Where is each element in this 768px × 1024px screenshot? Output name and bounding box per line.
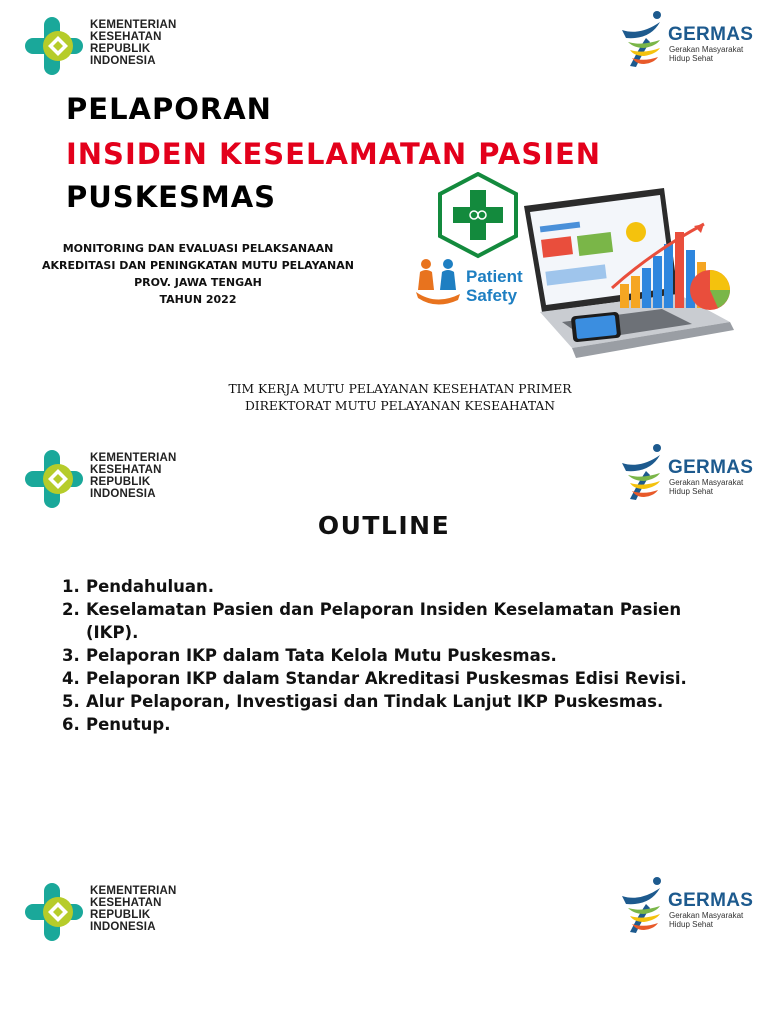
slide-outline: [0, 433, 768, 866]
germas-subtitle: [669, 912, 743, 929]
team-line: TIM KERJA MUTU PELAYANAN KESEHATAN PRIMER: [228, 382, 572, 396]
list-item-number: 1.: [62, 577, 80, 596]
germas-subtitle: [669, 46, 743, 63]
germas-title: GERMAS: [668, 890, 754, 911]
list-item: [62, 575, 722, 598]
germas-title: GERMAS: [668, 24, 754, 45]
kemenkes-line: KEMENTERIAN: [90, 885, 177, 897]
list-item-text: Pendahuluan.: [86, 577, 215, 596]
kemenkes-line: REPUBLIK: [90, 909, 151, 921]
outline-list: [62, 575, 722, 736]
team-credit: [180, 381, 620, 415]
phone-icon: [571, 312, 621, 343]
germas-subtitle-line: Gerakan Masyarakat: [669, 45, 744, 54]
germas-subtitle-line: Gerakan Masyarakat: [669, 478, 744, 487]
kemenkes-line: REPUBLIK: [90, 43, 151, 55]
subtitle-line: TAHUN 2022: [159, 293, 237, 306]
germas-subtitle-line: Hidup Sehat: [669, 919, 714, 929]
subtitle-line: MONITORING DAN EVALUASI PELAKSANAAN: [62, 242, 334, 255]
germas-title: GERMAS: [668, 457, 754, 478]
kemenkes-line: KESEHATAN: [90, 897, 162, 909]
germas-logo: [620, 10, 760, 70]
kemenkes-line: KEMENTERIAN: [90, 452, 177, 464]
illustration: [412, 172, 742, 372]
germas-figure-icon: [620, 10, 670, 70]
list-item-number: 4.: [62, 669, 80, 688]
kemenkes-logo: [22, 447, 182, 511]
patient-safety-label: [466, 267, 523, 305]
list-item-text: Pelaporan IKP dalam Tata Kelola Mutu Puskesmas.: [86, 646, 557, 665]
list-item-text: Alur Pelaporan, Investigasi dan Tindak Lanjut IKP Puskesmas.: [86, 692, 664, 711]
title-line-2: INSIDEN KESELAMATAN PASIEN: [66, 137, 602, 171]
title-line-3: PUSKESMAS: [66, 180, 277, 214]
list-item-number: 5.: [62, 692, 80, 711]
list-item-text: Penutup.: [86, 715, 171, 734]
kemenkes-line: INDONESIA: [90, 55, 156, 67]
slide-partial: [0, 866, 768, 1024]
patient-safety-icon: [416, 259, 460, 305]
list-item: [62, 644, 722, 667]
kemenkes-line: INDONESIA: [90, 921, 156, 933]
list-item: [62, 713, 722, 736]
germas-subtitle: [669, 479, 743, 496]
kemenkes-line: KESEHATAN: [90, 464, 162, 476]
list-item-text: Keselamatan Pasien dan Pelaporan Insiden Keselamatan Pasien (IKP).: [86, 600, 682, 642]
list-item-text: Pelaporan IKP dalam Standar Akreditasi Puskesmas Edisi Revisi.: [86, 669, 687, 688]
slide-title: [0, 0, 768, 433]
pie-chart-graphic: [690, 270, 730, 310]
kemenkes-line: INDONESIA: [90, 488, 156, 500]
germas-figure-icon: [620, 443, 670, 503]
list-item-number: 2.: [62, 600, 80, 619]
puskesmas-cross-icon: [440, 174, 516, 256]
germas-subtitle-line: Hidup Sehat: [669, 53, 714, 63]
list-item-number: 3.: [62, 646, 80, 665]
list-item: [62, 690, 722, 713]
patient-word: Patient: [466, 267, 523, 286]
list-item: [62, 667, 722, 690]
kemenkes-emblem-icon: [22, 880, 86, 944]
kemenkes-line: KESEHATAN: [90, 31, 162, 43]
germas-logo: [620, 443, 760, 503]
subtitle-line: PROV. JAWA TENGAH: [134, 276, 262, 289]
subtitle-line: AKREDITASI DAN PENINGKATAN MUTU PELAYANAN: [42, 259, 354, 272]
kemenkes-line: REPUBLIK: [90, 476, 151, 488]
germas-subtitle-line: Gerakan Masyarakat: [669, 911, 744, 920]
kemenkes-logo: [22, 880, 182, 944]
title-line-1: PELAPORAN: [66, 92, 272, 126]
kemenkes-line: KEMENTERIAN: [90, 19, 177, 31]
germas-subtitle-line: Hidup Sehat: [669, 486, 714, 496]
team-line: DIREKTORAT MUTU PELAYANAN KESEAHATAN: [244, 399, 556, 413]
kemenkes-logo: [22, 14, 182, 78]
subtitle-block: [12, 240, 384, 308]
list-item-number: 6.: [62, 715, 80, 734]
kemenkes-emblem-icon: [22, 447, 86, 511]
kemenkes-emblem-icon: [22, 14, 86, 78]
germas-figure-icon: [620, 876, 670, 936]
germas-logo: [620, 876, 760, 936]
list-item: [62, 598, 722, 644]
outline-title: OUTLINE: [317, 511, 451, 540]
safety-word: Safety: [466, 286, 518, 305]
